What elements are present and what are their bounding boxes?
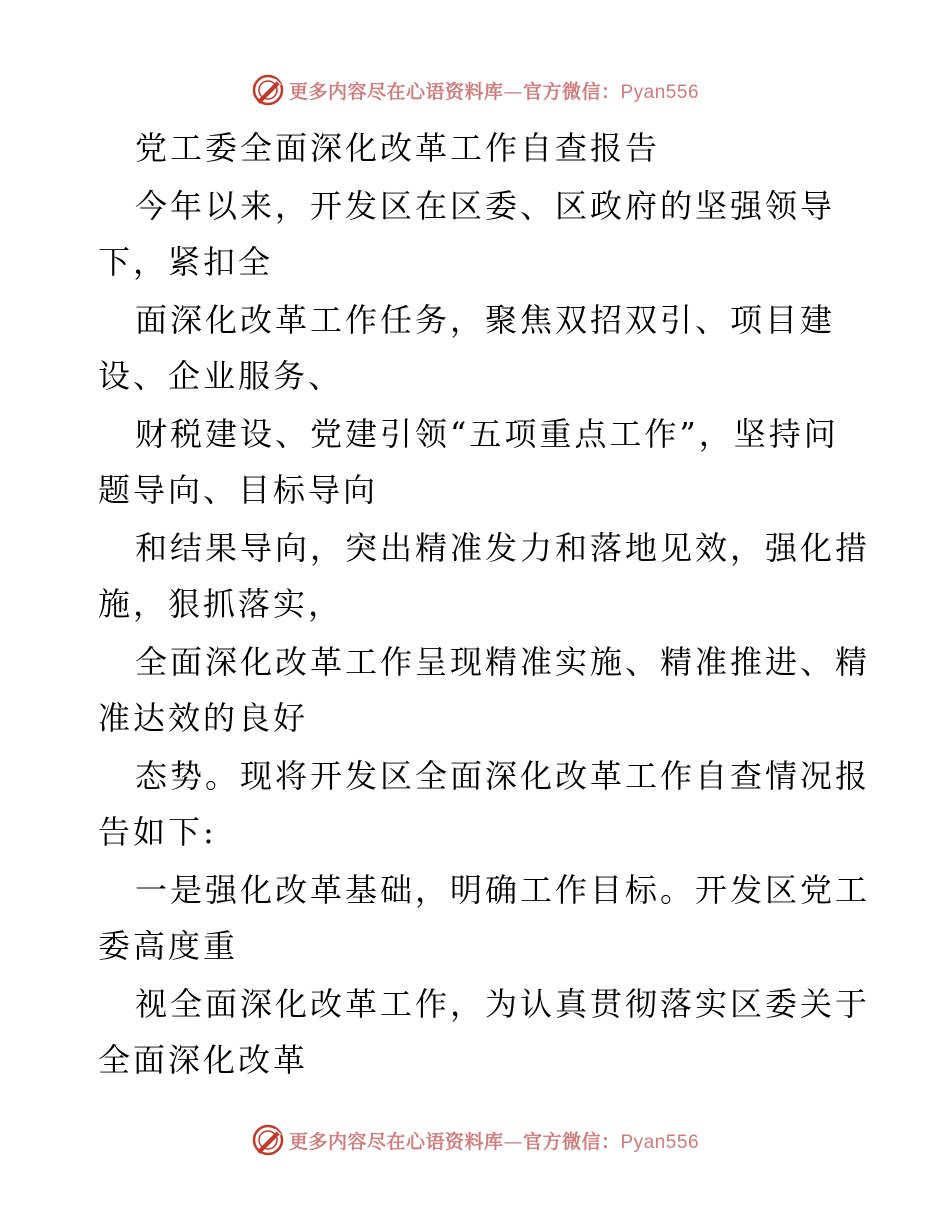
footer-banner — [0, 1120, 950, 1160]
body-line: 今年以来，开发区在区委、区政府的坚强领导 — [135, 187, 836, 225]
body-line: 下，紧扣全 — [98, 243, 274, 281]
pen-logo-icon — [251, 1123, 285, 1157]
footer-banner-text — [289, 1127, 699, 1154]
body-line: 全面深化改革工作呈现精准实施、精准推进、精 — [135, 643, 871, 681]
body-line: 施，狠抓落实， — [98, 585, 344, 623]
body-line: 委高度重 — [98, 927, 239, 965]
body-line: 准达效的良好 — [98, 699, 309, 737]
body-line: 全面深化改革 — [98, 1041, 309, 1079]
footer-wechat-id: Pyan556 — [620, 1131, 700, 1153]
header-banner-text — [289, 77, 699, 104]
header-separator: — — [503, 80, 523, 103]
header-promo-text: 更多内容尽在心语资料库 — [288, 80, 504, 103]
document-title: 党工委全面深化改革工作自查报告 — [135, 129, 661, 167]
footer-promo-text: 更多内容尽在心语资料库 — [288, 1130, 504, 1153]
body-line: 财税建设、党建引领“五项重点工作”，坚持问 — [135, 415, 839, 453]
body-line: 题导向、目标导向 — [98, 471, 379, 509]
header-banner — [0, 70, 950, 110]
body-line: 态势。现将开发区全面深化改革工作自查情况报 — [135, 757, 871, 795]
body-line: 一是强化改革基础，明确工作目标。开发区党工 — [135, 871, 871, 909]
footer-separator: — — [503, 1130, 523, 1153]
body-line: 面深化改革工作任务，聚焦双招双引、项目建 — [135, 301, 836, 339]
body-line: 视全面深化改革工作，为认真贯彻落实区委关于 — [135, 985, 871, 1023]
body-line: 和结果导向，突出精准发力和落地见效，强化措 — [135, 529, 871, 567]
footer-contact-label: 官方微信： — [522, 1130, 621, 1153]
body-line: 设、企业服务、 — [98, 357, 344, 395]
body-line: 告如下: — [98, 813, 217, 851]
header-contact-label: 官方微信： — [522, 80, 621, 103]
header-wechat-id: Pyan556 — [620, 81, 700, 103]
pen-logo-icon — [251, 73, 285, 107]
